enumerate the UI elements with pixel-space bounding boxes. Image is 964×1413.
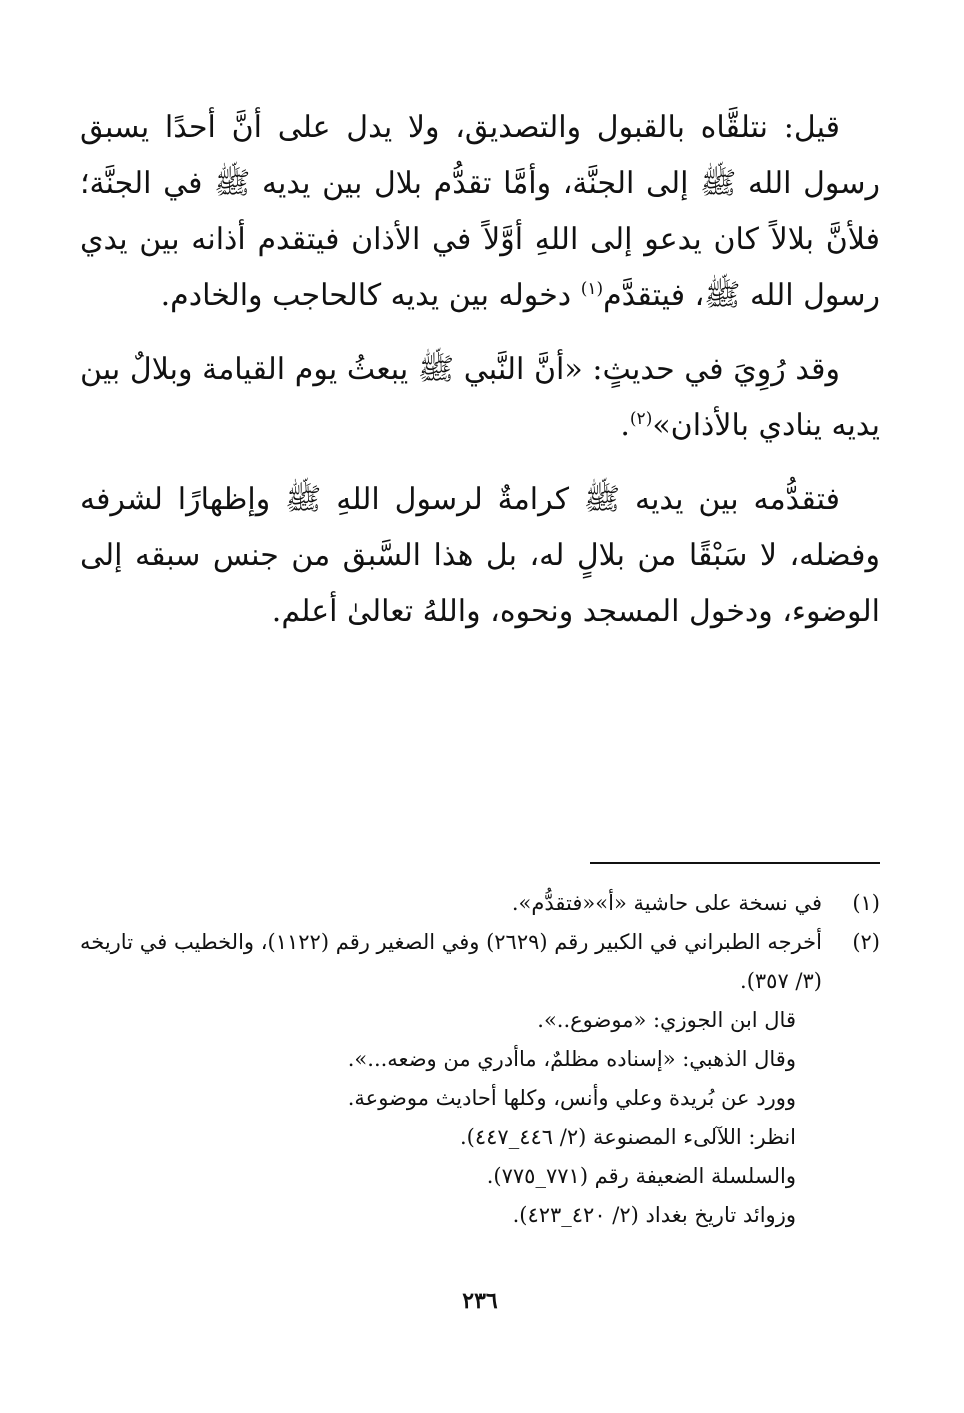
paragraph-1-text: قيل: نتلقَّاه بالقبول والتصديق، ولا يدل على أنَّ أحدًا يسبق رسول الله ﷺ إلى الجنَّة، وأمَّا تقدُّم بلال بين يديه ﷺ في الجنَّة؛ فلأنَّ بلالاً كان يدعو إلى اللهِ أوَّلاً في الأذان فيتقدم أذانه بين يدي رسول الله ﷺ، فيتقدَّم [80, 110, 880, 313]
page-number: ٢٣٦ [462, 1288, 498, 1314]
footnote-2 [80, 923, 880, 1235]
paragraph-2 [80, 342, 880, 454]
paragraph-1-text-after: دخوله بين يديه كالحاجب والخادم. [160, 278, 581, 313]
footnote-2-sub-line-2: وقال الذهبي: «إسناده مظلمٌ، ماأدري من وضعه...». [347, 1047, 796, 1071]
footnote-1 [80, 884, 880, 923]
footnote-ref-2: (٢) [629, 409, 653, 429]
footnote-divider [590, 862, 880, 864]
footnote-ref-1: (١) [580, 279, 604, 299]
paragraph-1 [80, 100, 880, 324]
footnote-1-line-1: في نسخة على حاشية «أ»«فتقدُّم». [511, 891, 822, 915]
main-text [80, 100, 880, 640]
footnote-2-number: (٢) [852, 930, 880, 954]
paragraph-2-text-after: . [620, 408, 630, 443]
footnote-2-line-1: أخرجه الطبراني في الكبير رقم (٢٦٢٩) وفي الصغير رقم (١١٢٢)، والخطيب في تاريخه (٣/ ٣٥٧). [80, 930, 822, 993]
footnote-1-body [80, 884, 822, 923]
footnote-2-sub-line-3: وورد عن بُريدة وعلي وأنس، وكلها أحاديث موضوعة. [347, 1086, 796, 1110]
footnote-2-sub-line-6: وزوائد تاريخ بغداد (٢/ ٤٢٠_٤٢٣). [512, 1203, 796, 1227]
footnote-2-body [80, 923, 822, 1235]
book-page [80, 100, 880, 1360]
paragraph-3 [80, 472, 880, 640]
paragraph-2-text: وقد رُوِيَ في حديثٍ: «أنَّ النَّبي ﷺ يبعثُ يوم القيامة وبلالٌ بين يديه ينادي بالأذان» [80, 352, 880, 443]
footnote-1-number: (١) [852, 891, 880, 915]
footnotes [80, 884, 880, 1235]
footnote-2-sub-line-4: انظر: اللآلىء المصنوعة (٢/ ٤٤٦_٤٤٧). [460, 1125, 796, 1149]
paragraph-3-text: فتقدُّمه بين يديه ﷺ كرامةٌ لرسول اللهِ ﷺ وإظهارًا لشرفه وفضله، لا سَبْقًا من بلالٍ له، بل هذا السَّبق من جنس سبقه إلى الوضوء، ودخول المسجد ونحوه، واللهُ تعالىٰ أعلم. [80, 482, 880, 629]
footnote-2-sub-line-1: قال ابن الجوزي: «موضوع..». [537, 1008, 796, 1032]
footnote-2-sub-line-5: والسلسلة الضعيفة رقم (٧٧١_٧٧٥). [486, 1164, 796, 1188]
